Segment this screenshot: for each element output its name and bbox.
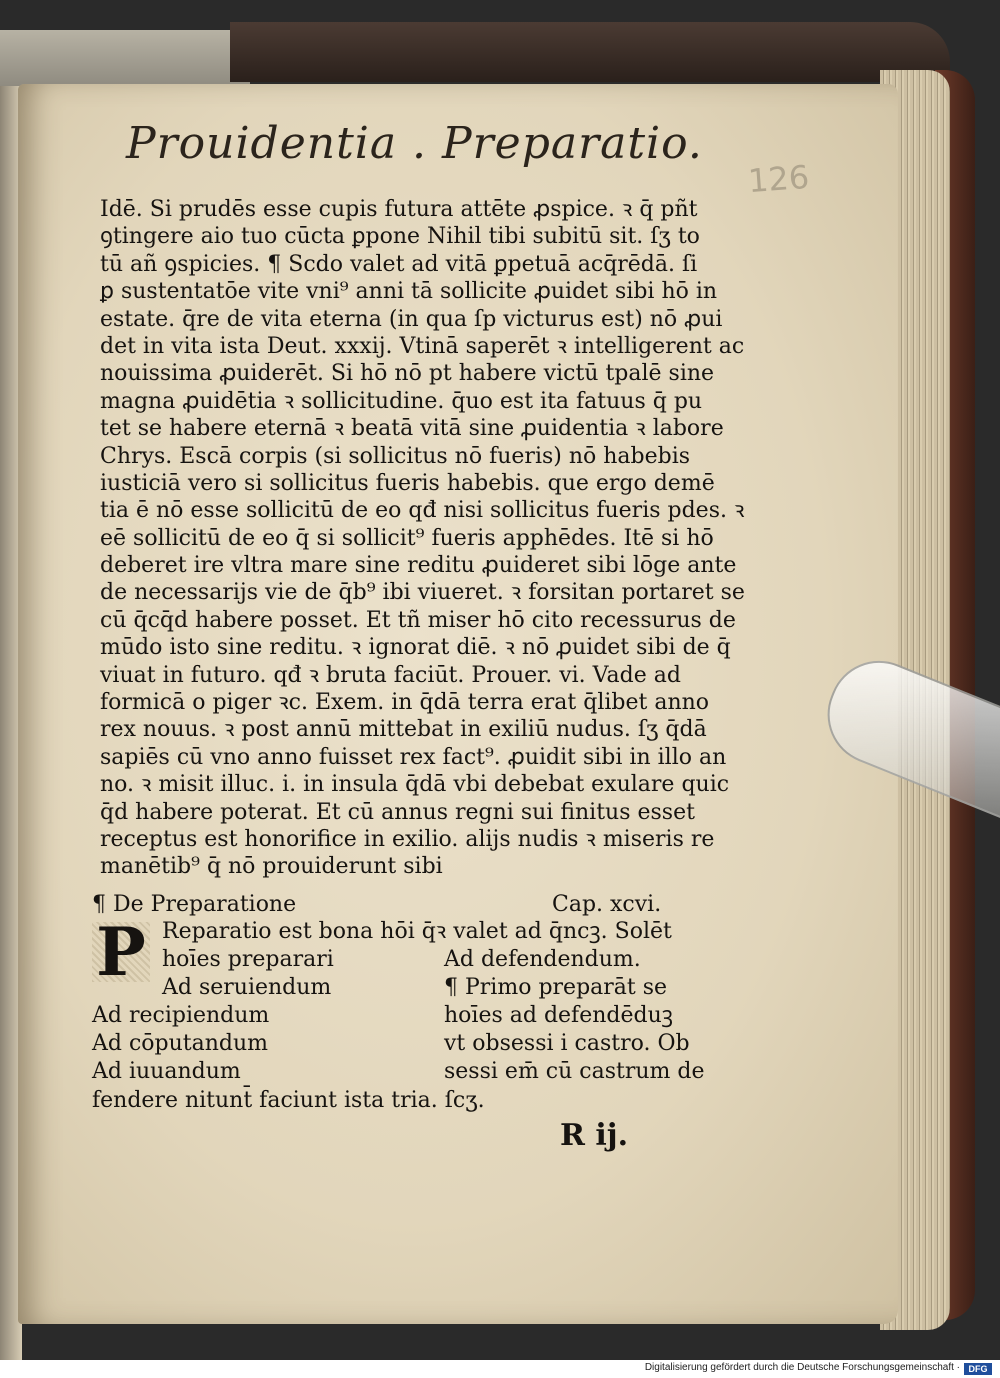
column-line: Reparatio est bona hōi q̄ꝛ valet ad q̄ncꝫ. Solēt (162, 919, 672, 944)
text-line: receptus est honorifice in exilio. alijs nudis ꝛ miseris re (100, 826, 715, 852)
column-line: Ad seruiendum (162, 975, 332, 1000)
column-line: hoīes preparari (162, 947, 334, 972)
column-line: ¶ Primo preparāt se (444, 975, 668, 1000)
column-line: Ad defendendum. (444, 947, 641, 972)
text-line: magna ꝓuidētia ꝛ sollicitudine. q̄uo est ita fatuus q̄ pu (100, 388, 703, 414)
text-line: manētib⁹ q̄ nō prouiderunt sibi (100, 854, 443, 880)
text-line: Chrys. Escā corpis (si sollicitus nō fueris) nō habebis (100, 443, 691, 469)
pencil-folio-number: 126 (746, 157, 811, 201)
book-cover-top (230, 22, 950, 82)
book-spine (0, 30, 250, 86)
body-text-block (100, 196, 745, 881)
text-line: tet se habere eternā ꝛ beatā vitā sine ꝓuidentia ꝛ labore (100, 416, 724, 442)
column-line: Ad cōputandum (92, 1031, 269, 1056)
text-line: q̄d habere poterat. Et cū annus regni sui finitus esset (100, 799, 695, 825)
chapter-number: Cap. xcvi. (552, 892, 662, 917)
handwritten-heading: Prouidentia . Preparatio. (126, 118, 703, 169)
text-line: formicā o piger ꝛc. Exem. in q̄dā terra erat q̄libet anno (100, 690, 710, 716)
chapter-heading-row (92, 892, 692, 917)
right-column (444, 918, 704, 1086)
digitization-footer (0, 1360, 1000, 1378)
dfg-logo: DFG (964, 1363, 992, 1375)
text-line: Idē. Si prudēs esse cupis futura attēte ꝓspice. ꝛ q̄ pñt (100, 197, 698, 222)
text-line: tia ē nō esse sollicitū de eo qđ nisi sollicitus fueris pdes. ꝛ (100, 498, 745, 524)
text-line: viuat in futuro. qđ ꝛ bruta faciūt. Prouer. vi. Vade ad (100, 662, 681, 688)
column-line: sessi em̄ cū castrum de (444, 1059, 705, 1084)
text-line: no. ꝛ misit illuc. i. in insula q̄dā vbi debebat exulare quic (100, 772, 730, 798)
decorated-initial: P (92, 922, 150, 982)
text-line: de necessarijs vie de q̄b⁹ ibi viueret. ꝛ forsitan portaret se (100, 580, 745, 606)
text-line: sapiēs cū vno anno fuisset rex fact⁹. ꝓuidit sibi in illo an (100, 744, 727, 770)
text-line: estate. q̄re de vita eterna (in qua ſp victurus est) nō ꝓui (100, 306, 723, 332)
column-line: hoīes ad defendēduꝫ (444, 1003, 673, 1028)
text-line: eē sollicitū de eo q̄ si sollicit⁹ fueris apphēdes. Itē si hō (100, 525, 714, 551)
column-line: Ad iuuandum (92, 1059, 241, 1084)
text-line: det in vita ista Deut. xxxij. Vtinā saperēt ꝛ intelligerent ac (100, 333, 745, 359)
text-line: cū q̄cq̄d habere posset. Et tñ miser hō cito recessurus de (100, 607, 736, 633)
column-line: Ad recipiendum (92, 1003, 270, 1028)
text-line: iusticiā vero si sollicitus fueris habebis. que ergo demē (100, 470, 715, 496)
closing-line: fendere nitunt̄ faciunt ista tria. ſcʒ. (92, 1088, 485, 1113)
column-line: vt obsessi i castro. Ob (444, 1031, 690, 1056)
footer-credit: Digitalisierung gefördert durch die Deutsche Forschungsgemeinschaft · (644, 1362, 960, 1373)
text-line: tū añ ꝯspicies. ¶ Scdo valet ad vitā ꝑpetuā acq̄rēdā. ſi (100, 251, 698, 277)
text-line: nouissima ꝓuiderēt. Si hō nō pt habere victū tpalē sine (100, 361, 715, 387)
text-line: ꝑ sustentatōe vite vni⁹ anni tā sollicite ꝓuidet sibi hō in (100, 279, 718, 305)
signature-mark: R ij. (560, 1118, 629, 1153)
text-line: ꝯtingere aio tuo cūcta ꝑpone Nihil tibi subitū sit. ſʒ to (100, 224, 700, 250)
text-line: deberet ire vltra mare sine reditu ꝓuideret sibi lōge ante (100, 553, 737, 579)
text-line: rex nouus. ꝛ post annū mittebat in exiliū nudus. ſʒ q̄dā (100, 717, 707, 743)
text-line: mūdo isto sine reditu. ꝛ ignorat diē. ꝛ nō ꝓuidet sibi de q̄ (100, 635, 731, 661)
chapter-heading: ¶ De Preparatione (92, 892, 297, 917)
column-line (444, 918, 704, 946)
